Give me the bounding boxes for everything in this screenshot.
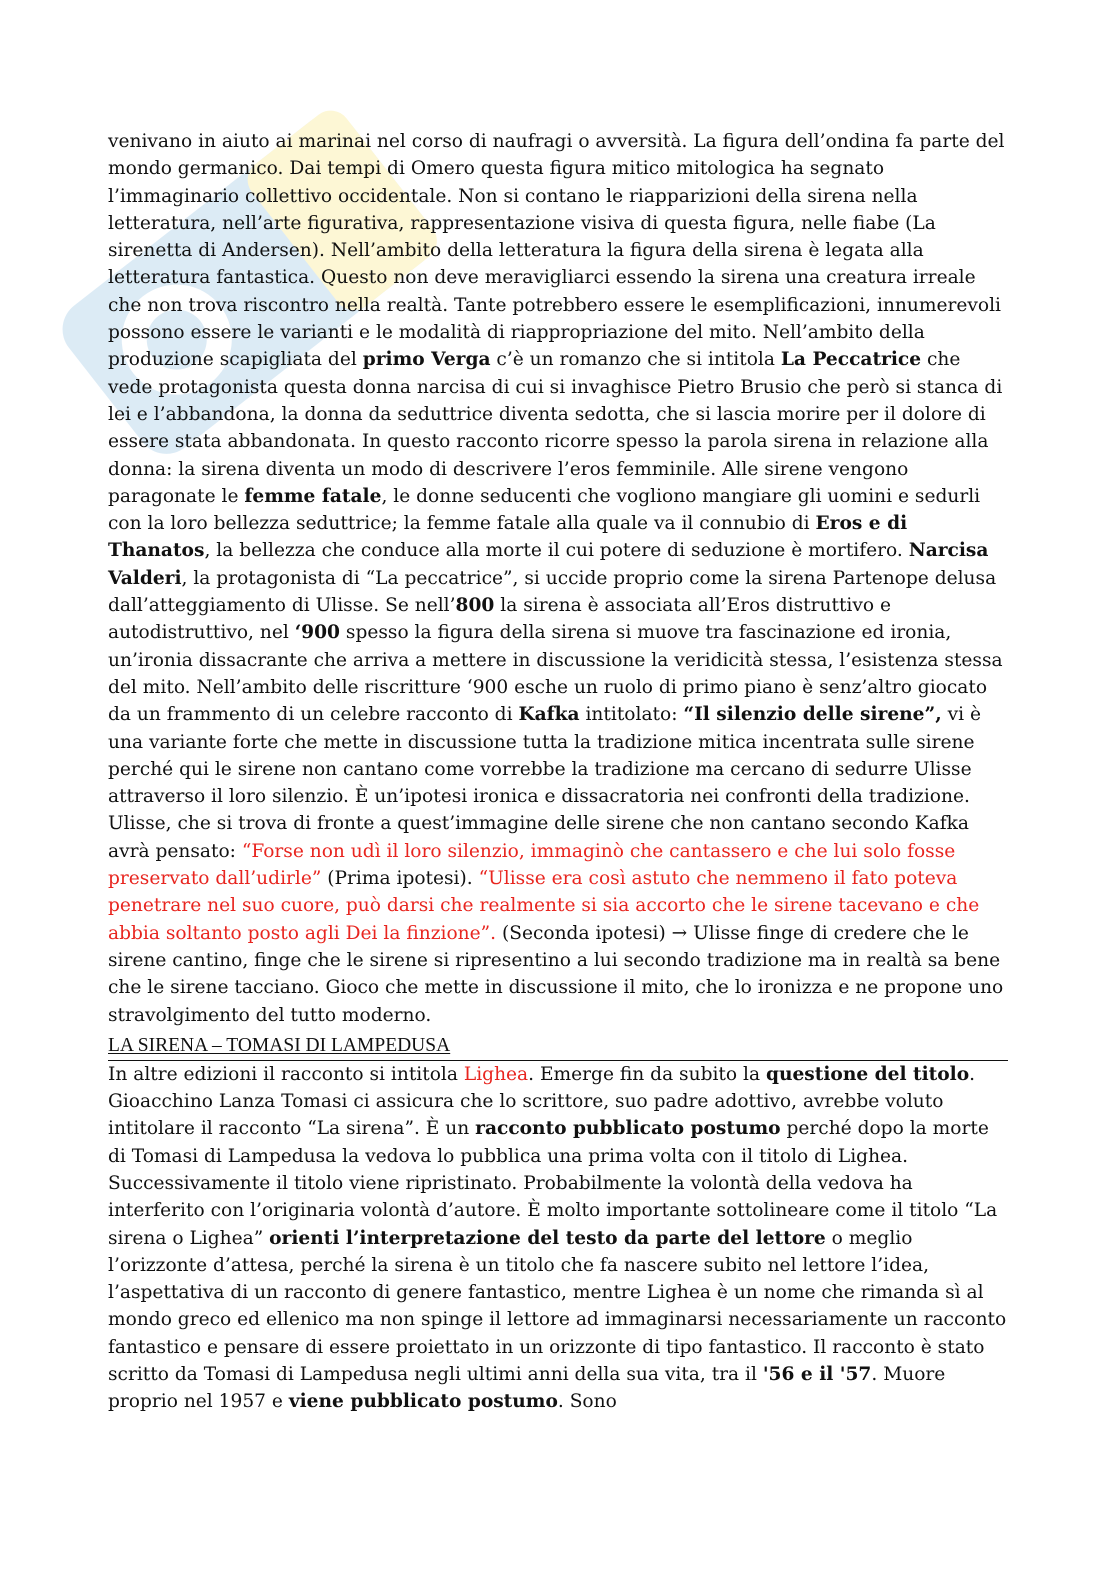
text-run: . Gioacchino Lanza Tomasi ci assicura che lo scrittore, suo padre adottivo, avrebbe voluto intitolare il racconto “La sirena”. È un: [108, 1063, 976, 1140]
text-run: venivano in aiuto ai marinai nel corso di naufragi o avversità. La figura dell’ondina fa parte del mondo germanico. Dai tempi di Omero questa figura mitico mitologica ha segnato l’immaginario collettivo occidentale. Non si contano le riapparizioni della sirena nella letteratura, nell’arte figurativa, rappresentazione visiva di questa figura, nelle fiabe (La sirenetta di Andersen). Nell’ambito della letteratura la figura della sirena è legata alla letteratura fantastica. Questo non deve meravigliarci essendo la sirena una creatura irreale che non trova riscontro nella realtà. Tante potrebbero essere le esemplificazioni, innumerevoli possono essere le varianti e le modalità di riappropriazione del mito. Nell’ambito della produzione scapigliata del: [108, 131, 1005, 371]
text-run: la sirena è associata all’Eros distruttivo e autodistruttivo, nel: [108, 595, 891, 644]
bold-term: Narcisa Valderi: [108, 540, 989, 589]
text-run: (Seconda ipotesi): [496, 922, 672, 944]
bold-term: femme fatale: [244, 485, 382, 507]
text-run: , le donne seducenti che vogliono mangiare gli uomini e sedurli con la loro bellezza seduttrice; la femme fatale alla quale va il connubio di: [108, 485, 981, 535]
body-paragraph: [108, 128, 1008, 1029]
text-run: . Sono: [557, 1391, 617, 1413]
bold-term: Kafka: [518, 704, 580, 726]
text-run: (Prima ipotesi).: [321, 868, 479, 890]
body-paragraph: [108, 1061, 1008, 1416]
text-run: o meglio l’orizzonte d’attesa, perché la sirena è un titolo che fa nascere subito nel lettore l’idea, l’aspettativa di un racconto di genere fantastico, mentre Lighea è un nome che rimanda sì al mondo greco ed ellenico ma non spinge il lettore ad immaginarsi necessariamente un racconto fantastico e pensare di essere proiettato in un orizzonte di tipo fantastico. Il racconto è stato scritto da Tomasi di Lampedusa negli ultimi anni della sua vita, tra il: [108, 1227, 1007, 1386]
text-run: . Emerge fin da subito la: [528, 1063, 766, 1085]
arrow-icon: →: [671, 922, 688, 944]
section-heading: LA SIRENA – TOMASI DI LAMPEDUSA: [108, 1033, 1008, 1061]
bold-term: La Peccatrice: [780, 349, 922, 371]
text-run: , la bellezza che conduce alla morte il cui potere di seduzione è mortifero.: [204, 540, 909, 562]
text-run: Ulisse finge di credere che le sirene cantino, finge che le sirene si ripresentino a lui secondo tradizione ma in realtà sa bene che le sirene tacciano. Gioco che mette in discussione il mito, che lo ironizza e ne propone uno stravolgimento del tutto moderno.: [108, 922, 1004, 1026]
text-run: In altre edizioni il racconto si intitola: [108, 1063, 464, 1085]
bold-term: “Il silenzio delle sirene”,: [683, 704, 942, 726]
bold-term: questione del titolo: [765, 1063, 970, 1085]
bold-term: viene pubblicato postumo: [288, 1391, 558, 1413]
text-run: perché dopo la morte di Tomasi di Lampedusa la vedova lo pubblica una prima volta con il titolo di Lighea. Successivamente il titolo viene ripristinato. Probabilmente la volontà della vedova ha interferito con l’originaria volontà d’autore. È molto importante sottolineare come il titolo “La sirena o Lighea”: [108, 1118, 998, 1249]
red-quote: “Forse non udì il loro silenzio, immaginò che cantassero e che lui solo fosse preservato dall’udirle”: [108, 840, 956, 890]
bold-term: '56 e il '57: [762, 1364, 872, 1386]
text-run: spesso la figura della sirena si muove tra fascinazione ed ironia, un’ironia dissacrante che arriva a mettere in discussione la veridicità stessa, l’esistenza stessa del mito. Nell’ambito delle riscritture ‘900 esche un ruolo di primo piano è senz’altro giocato da un frammento di un celebre racconto di: [108, 622, 1003, 726]
text-run: intitolato:: [579, 704, 684, 726]
text-run: . Muore proprio nel 1957 e: [108, 1364, 946, 1413]
red-quote: “Ulisse era così astuto che nemmeno il fato poteva penetrare nel suo cuore, può darsi che realmente si sia accorto che le sirene tacevano e che abbia soltanto posto agli Dei la finzione”.: [108, 868, 980, 944]
text-run: c’è un romanzo che si intitola: [490, 349, 781, 371]
text-run: vi è una variante forte che mette in discussione tutta la tradizione mitica incentrata sulle sirene perché qui le sirene non cantano come vorrebbe la tradizione ma cercano di sedurre Ulisse attraverso il loro silenzio. È un’ipotesi ironica e dissacratoria nei confronti della tradizione. Ulisse, che si trova di fronte a quest’immagine delle sirene che non cantano secondo Kafka avrà pensato:: [108, 704, 981, 862]
text-run: , la protagonista di “La peccatrice”, si uccide proprio come la sirena Partenope delusa dall’atteggiamento di Ulisse. Se nell’: [108, 567, 997, 617]
bold-term: ‘900: [294, 622, 340, 644]
document-page: [108, 128, 1008, 1416]
bold-term: 800: [455, 595, 495, 617]
red-term: Lighea: [463, 1063, 529, 1085]
bold-term: Eros e di Thanatos: [108, 513, 908, 562]
bold-term: orienti l’interpretazione del testo da parte del lettore: [269, 1227, 826, 1249]
bold-term: primo Verga: [362, 349, 491, 371]
text-run: che vede protagonista questa donna narcisa di cui si invaghisce Pietro Brusio che però si stanca di lei e l’abbandona, la donna da seduttrice diventa sedotta, che si lascia morire per il dolore di essere stata abbandonata. In questo racconto ricorre spesso la parola sirena in relazione alla donna: la sirena diventa un modo di descrivere l’eros femminile. Alle sirene vengono paragonate le: [108, 349, 1003, 507]
bold-term: racconto pubblicato postumo: [475, 1118, 781, 1140]
